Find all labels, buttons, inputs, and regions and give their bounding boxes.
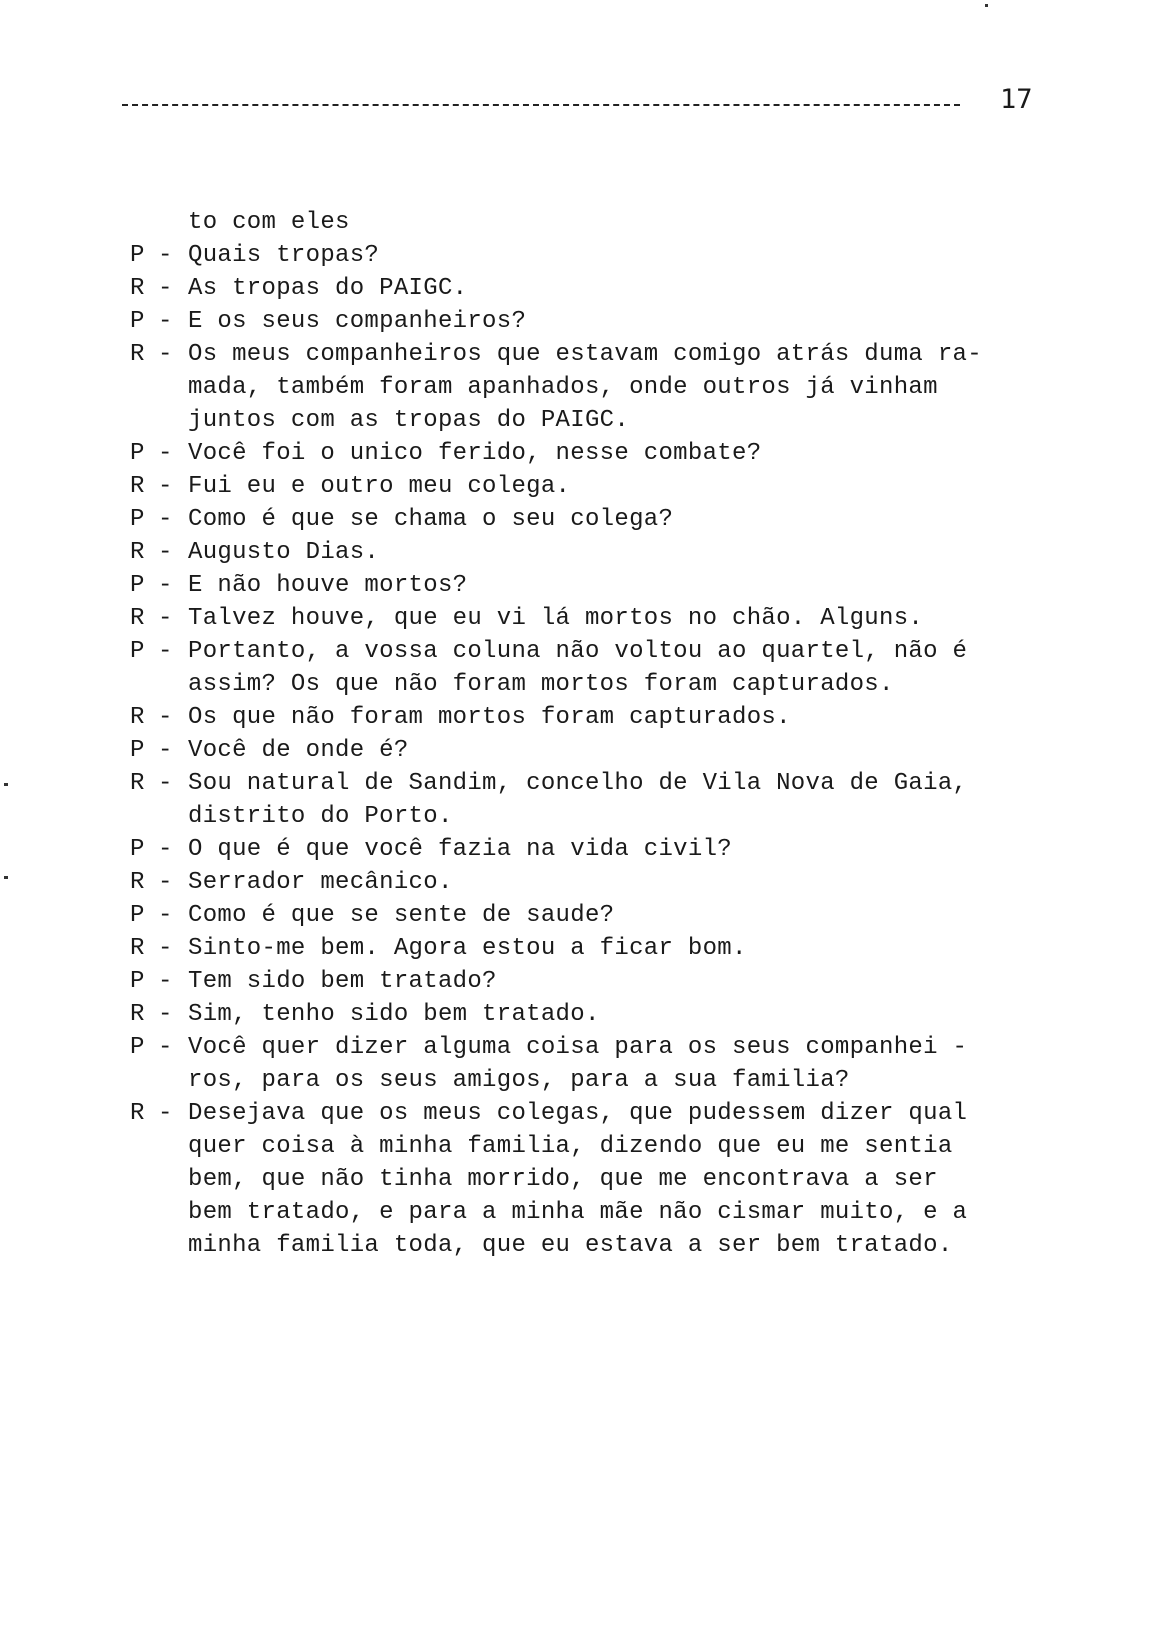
line-text: Serrador mecânico. (188, 869, 453, 896)
transcript-continuation-line (130, 1229, 1050, 1262)
transcript-continuation-line (130, 206, 1050, 239)
speaker-dash: - (158, 902, 173, 929)
line-text: Fui eu e outro meu colega. (188, 473, 571, 500)
speaker-dash: - (158, 968, 173, 995)
speaker-label: P (130, 242, 145, 269)
speaker-dash: - (158, 1100, 173, 1127)
transcript-continuation-line (130, 668, 1050, 701)
speaker-label: R (130, 605, 145, 632)
line-text: O que é que você fazia na vida civil? (188, 836, 732, 863)
answer-line (130, 701, 1050, 734)
question-line (130, 1031, 1050, 1064)
line-text: minha familia toda, que eu estava a ser bem tratado. (188, 1232, 953, 1259)
speaker-dash: - (158, 737, 173, 764)
line-text: As tropas do PAIGC. (188, 275, 468, 302)
line-text: Sou natural de Sandim, concelho de Vila Nova de Gaia, (188, 770, 968, 797)
line-text: distrito do Porto. (188, 803, 453, 830)
speaker-dash: - (158, 539, 173, 566)
transcript-continuation-line (130, 1064, 1050, 1097)
line-text: ros, para os seus amigos, para a sua familia? (188, 1067, 850, 1094)
question-line (130, 965, 1050, 998)
line-text: Talvez houve, que eu vi lá mortos no chão. Alguns. (188, 605, 924, 632)
question-line (130, 899, 1050, 932)
line-text: bem tratado, e para a minha mãe não cismar muito, e a (188, 1199, 968, 1226)
answer-line (130, 932, 1050, 965)
line-text: Portanto, a vossa coluna não voltou ao quartel, não é (188, 638, 968, 665)
line-text: mada, também foram apanhados, onde outros já vinham (188, 374, 938, 401)
transcript-continuation-line (130, 371, 1050, 404)
speaker-dash: - (158, 308, 173, 335)
answer-line (130, 602, 1050, 635)
question-line (130, 635, 1050, 668)
speaker-label: R (130, 473, 145, 500)
speaker-dash: - (158, 440, 173, 467)
speaker-label: P (130, 836, 145, 863)
speaker-dash: - (158, 1001, 173, 1028)
line-text: Os meus companheiros que estavam comigo atrás duma ra- (188, 341, 982, 368)
speaker-dash: - (158, 242, 173, 269)
line-text: Os que não foram mortos foram capturados. (188, 704, 791, 731)
speaker-label: R (130, 275, 145, 302)
line-text: Sinto-me bem. Agora estou a ficar bom. (188, 935, 747, 962)
speaker-dash: - (158, 869, 173, 896)
question-line (130, 833, 1050, 866)
transcript-continuation-line (130, 1130, 1050, 1163)
interview-transcript (130, 206, 1050, 1262)
answer-line (130, 1097, 1050, 1130)
answer-line (130, 338, 1050, 371)
speaker-label: R (130, 539, 145, 566)
answer-line (130, 536, 1050, 569)
speaker-label: P (130, 1034, 145, 1061)
speaker-label: P (130, 440, 145, 467)
speaker-label: R (130, 1100, 145, 1127)
question-line (130, 503, 1050, 536)
transcript-continuation-line (130, 404, 1050, 437)
line-text: Augusto Dias. (188, 539, 380, 566)
question-line (130, 734, 1050, 767)
speaker-label: R (130, 770, 145, 797)
speaker-dash: - (158, 704, 173, 731)
speaker-dash: - (158, 572, 173, 599)
scan-speck (985, 4, 988, 7)
transcript-continuation-line (130, 1163, 1050, 1196)
line-text: Você quer dizer alguma coisa para os seus companhei - (188, 1034, 968, 1061)
line-text: Como é que se chama o seu colega? (188, 506, 674, 533)
answer-line (130, 272, 1050, 305)
answer-line (130, 767, 1050, 800)
speaker-label: P (130, 968, 145, 995)
line-text: bem, que não tinha morrido, que me encontrava a ser (188, 1166, 938, 1193)
speaker-dash: - (158, 935, 173, 962)
question-line (130, 305, 1050, 338)
line-text: Você foi o unico ferido, nesse combate? (188, 440, 762, 467)
question-line (130, 239, 1050, 272)
line-text: juntos com as tropas do PAIGC. (188, 407, 630, 434)
line-text: assim? Os que não foram mortos foram capturados. (188, 671, 894, 698)
line-text: to com eles (188, 209, 350, 236)
answer-line (130, 866, 1050, 899)
speaker-label: P (130, 638, 145, 665)
question-line (130, 437, 1050, 470)
speaker-dash: - (158, 770, 173, 797)
header-rule (122, 104, 960, 106)
scan-speck (4, 876, 8, 879)
line-text: quer coisa à minha familia, dizendo que eu me sentia (188, 1133, 953, 1160)
speaker-label: R (130, 704, 145, 731)
speaker-dash: - (158, 836, 173, 863)
line-text: Sim, tenho sido bem tratado. (188, 1001, 600, 1028)
speaker-dash: - (158, 341, 173, 368)
line-text: Desejava que os meus colegas, que pudessem dizer qual (188, 1100, 968, 1127)
question-line (130, 569, 1050, 602)
line-text: Como é que se sente de saude? (188, 902, 615, 929)
speaker-dash: - (158, 275, 173, 302)
speaker-label: P (130, 572, 145, 599)
speaker-label: P (130, 308, 145, 335)
transcript-continuation-line (130, 800, 1050, 833)
answer-line (130, 470, 1050, 503)
speaker-dash: - (158, 1034, 173, 1061)
line-text: Tem sido bem tratado? (188, 968, 497, 995)
line-text: E não houve mortos? (188, 572, 468, 599)
speaker-dash: - (158, 473, 173, 500)
page-number: 17 (1000, 84, 1033, 115)
speaker-label: P (130, 902, 145, 929)
scan-speck (4, 783, 8, 786)
line-text: Quais tropas? (188, 242, 380, 269)
speaker-label: R (130, 935, 145, 962)
line-text: Você de onde é? (188, 737, 409, 764)
transcript-continuation-line (130, 1196, 1050, 1229)
speaker-dash: - (158, 638, 173, 665)
speaker-label: P (130, 737, 145, 764)
speaker-label: R (130, 341, 145, 368)
speaker-dash: - (158, 506, 173, 533)
line-text: E os seus companheiros? (188, 308, 527, 335)
speaker-label: R (130, 1001, 145, 1028)
speaker-label: R (130, 869, 145, 896)
speaker-label: P (130, 506, 145, 533)
speaker-dash: - (158, 605, 173, 632)
answer-line (130, 998, 1050, 1031)
